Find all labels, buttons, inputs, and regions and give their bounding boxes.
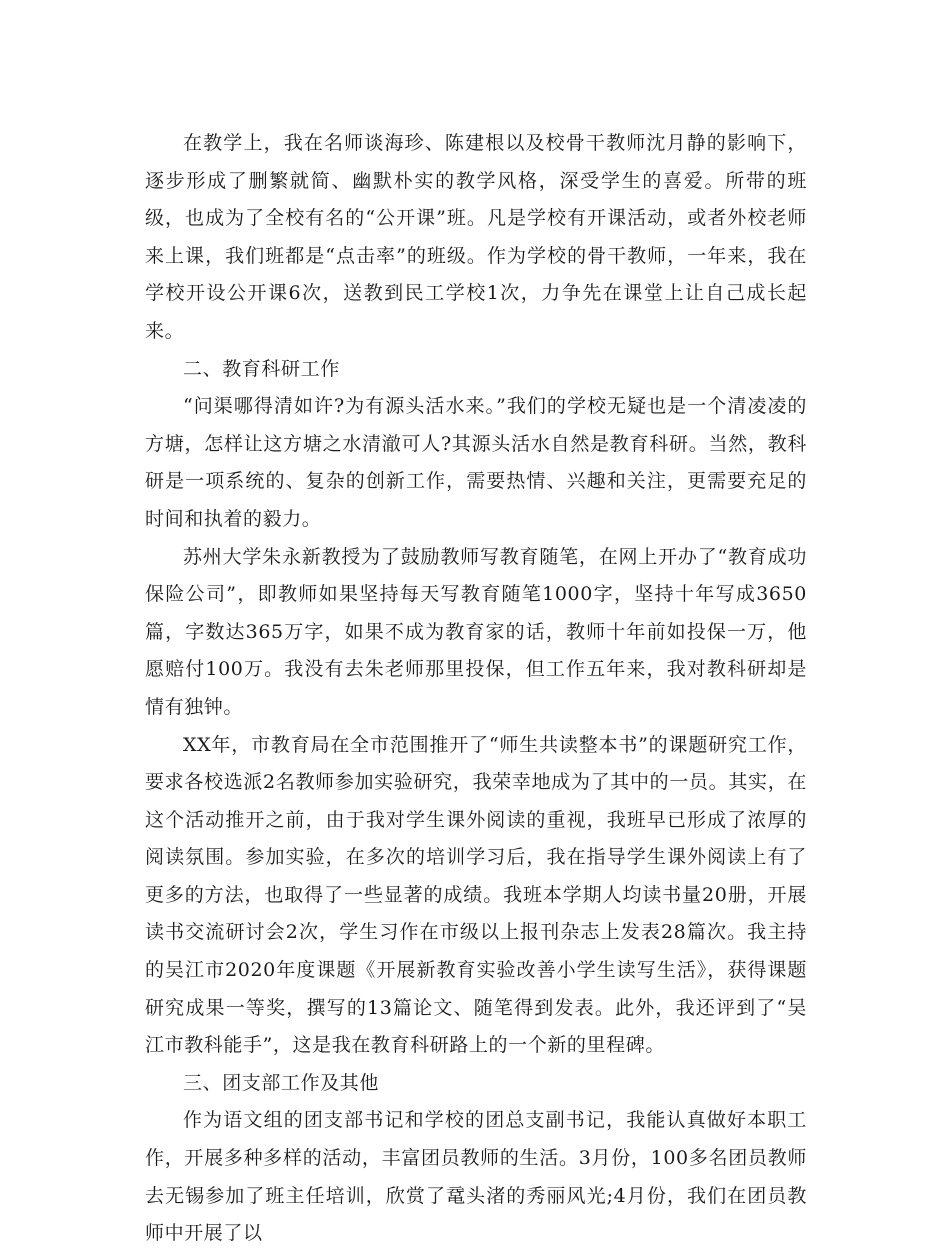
section-heading-league: 三、团支部工作及其他 bbox=[183, 1071, 380, 1094]
paragraph-research-intro: “问渠哪得清如许?为有源头活水来。”我们的学校无疑也是一个清凌凌的方塘，怎样让这方塘之水清澈可人?其源头活水自然是教育科研。当然，教科研是一项系统的、复杂的创新工作，需要热情、兴趣和关注，更需要充足的时间和执着的毅力。 bbox=[145, 395, 807, 530]
section-heading-research: 二、教育科研工作 bbox=[183, 357, 340, 380]
paragraph-zhu-yongxin: 苏州大学朱永新教授为了鼓励教师写教育随笔，在网上开办了“教育成功保险公司”，即教师如果坚持每天写教育随笔1000字，坚持十年写成3650篇，字数达365万字，如果不成为教育家的话，教师十年前如投保一万，他愿赔付100万。我没有去朱老师那里投保，但工作五年来，我对教科研却是情有独钟。 bbox=[145, 545, 807, 718]
paragraph-reading-project: XX年，市教育局在全市范围推开了“师生共读整本书”的课题研究工作，要求各校选派2名教师参加实验研究，我荣幸地成为了其中的一员。其实，在这个活动推开之前，由于我对学生课外阅读的重视，我班早已形成了浓厚的阅读氛围。参加实验，在多次的培训学习后，我在指导学生课外阅读上有了更多的方法，也取得了一些显著的成绩。我班本学期人均读书量20册，开展读书交流研讨会2次，学生习作在市级以上报刊杂志上发表28篇次。我主持的吴江市2020年度课题《开展新教育实验改善小学生读写生活》，获得课题研究成果一等奖，撰写的13篇论文、随笔得到发表。此外，我还评到了“吴江市教科能手”，这是我在教育科研路上的一个新的里程碑。 bbox=[145, 733, 807, 1057]
paragraph-teaching: 在教学上，我在名师谈海珍、陈建根以及校骨干教师沈月静的影响下，逐步形成了删繁就简、幽默朴实的教学风格，深受学生的喜爱。所带的班级，也成为了全校有名的“公开课”班。凡是学校有开课活动，或者外校老师来上课，我们班都是“点击率”的班级。作为学校的骨干教师，一年来，我在学校开设公开课6次，送教到民工学校1次，力争先在课堂上让自己成长起来。 bbox=[145, 132, 807, 342]
document-page bbox=[145, 125, 807, 1253]
paragraph-league-work: 作为语文组的团支部书记和学校的团总支副书记，我能认真做好本职工作，开展多种多样的活动，丰富团员教师的生活。3月份，100多名团员教师去无锡参加了班主任培训，欣赏了鼋头渚的秀丽风光;4月份，我们在团员教师中开展了以 bbox=[145, 1109, 807, 1245]
